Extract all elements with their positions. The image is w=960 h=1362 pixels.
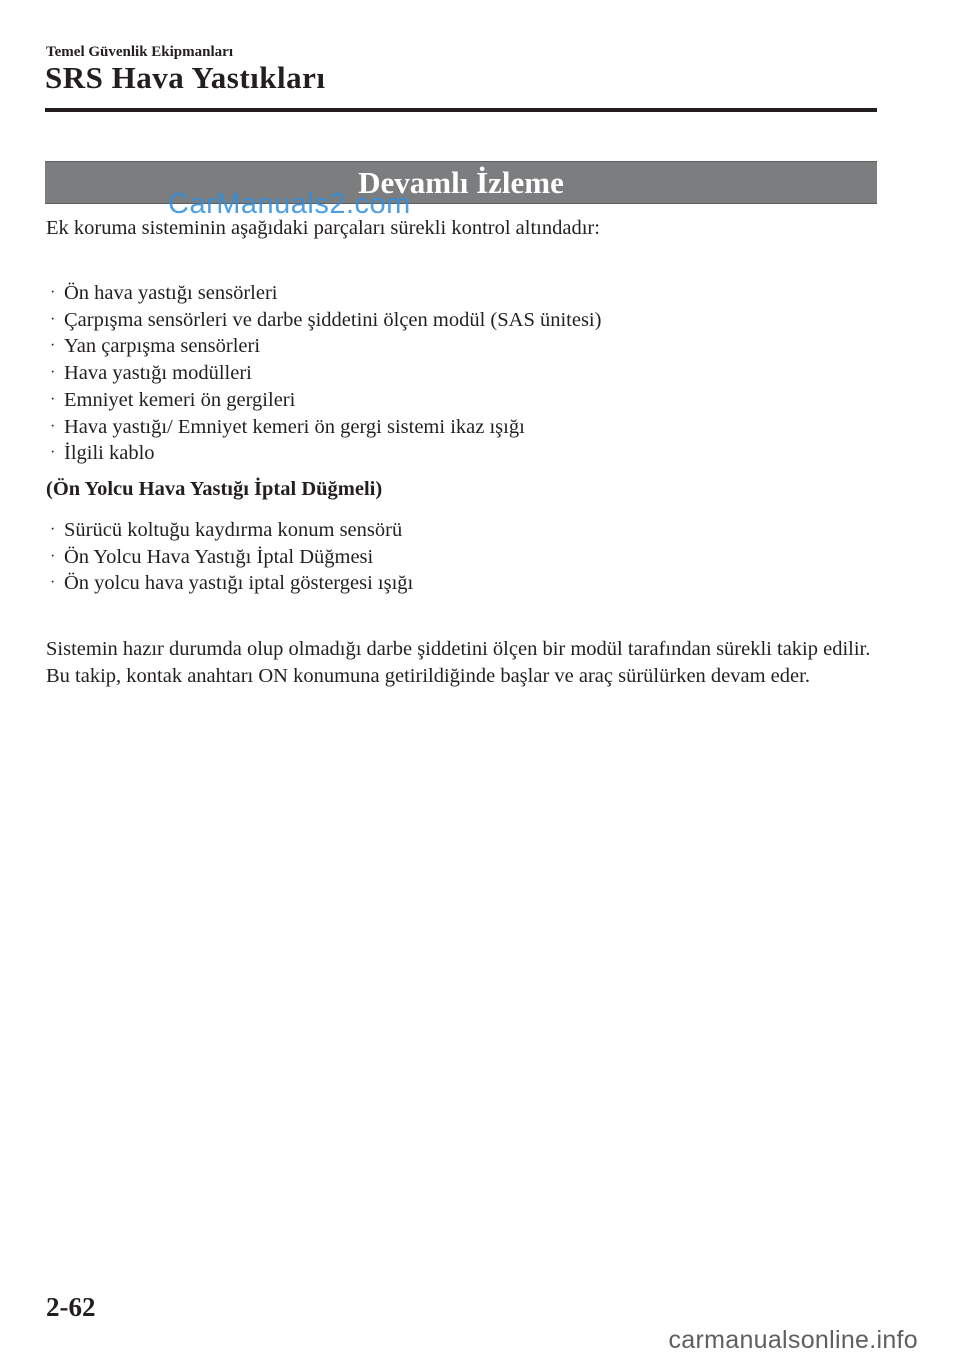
chapter-label: Temel Güvenlik Ekipmanları — [46, 44, 233, 60]
watermark-link[interactable]: CarManuals2.com — [168, 188, 411, 220]
bullet-icon: · — [50, 417, 56, 435]
bullet-icon: · — [50, 574, 56, 592]
list-item: · Hava yastığı/ Emniyet kemeri ön gergi sistemi ikaz ışığı — [46, 414, 601, 441]
bullet-icon: · — [50, 337, 56, 355]
bullet-icon: · — [50, 547, 56, 565]
list-item: · Ön yolcu hava yastığı iptal göstergesi ışığı — [46, 570, 413, 597]
list-item: · Ön Yolcu Hava Yastığı İptal Düğmesi — [46, 544, 413, 571]
list-item: · Ön hava yastığı sensörleri — [46, 280, 601, 307]
bullet-icon: · — [50, 521, 56, 538]
passenger-airbag-parts-list — [46, 517, 413, 597]
list-item: · Sürücü koltuğu kaydırma konum sensörü — [46, 517, 413, 544]
description-paragraph: Sistemin hazır durumda olup olmadığı darbe şiddetini ölçen bir modül tarafından sürekli takip edilir. Bu takip, kontak anahtarı ON konumuna getirildiğinde başlar ve araç sürülürken devam eder. — [46, 638, 871, 687]
list-item: · Hava yastığı modülleri — [46, 360, 601, 387]
list-item: · Emniyet kemeri ön gergileri — [46, 387, 601, 414]
monitored-parts-list — [46, 280, 601, 467]
footer-watermark-link[interactable]: carmanualsonline.info — [668, 1326, 918, 1354]
title-divider — [45, 108, 877, 112]
page-number: 2-62 — [46, 1292, 96, 1322]
bullet-icon: · — [50, 284, 56, 301]
list-item: · Yan çarpışma sensörleri — [46, 333, 601, 360]
bullet-icon: · — [50, 364, 56, 382]
heading-text: Devamlı İzleme — [358, 165, 564, 200]
intro-text: Ek koruma sisteminin aşağıdaki parçaları sürekli kontrol altındadır: — [46, 217, 600, 239]
list-item: · İlgili kablo — [46, 440, 601, 467]
bullet-icon: · — [50, 390, 56, 408]
list-item: · Çarpışma sensörleri ve darbe şiddetini ölçen modül (SAS ünitesi) — [46, 307, 601, 334]
bullet-icon: · — [50, 310, 56, 328]
section-title: SRS Hava Yastıkları — [45, 60, 326, 95]
bullet-icon: · — [50, 444, 56, 462]
subheading: (Ön Yolcu Hava Yastığı İptal Düğmeli) — [46, 478, 383, 500]
